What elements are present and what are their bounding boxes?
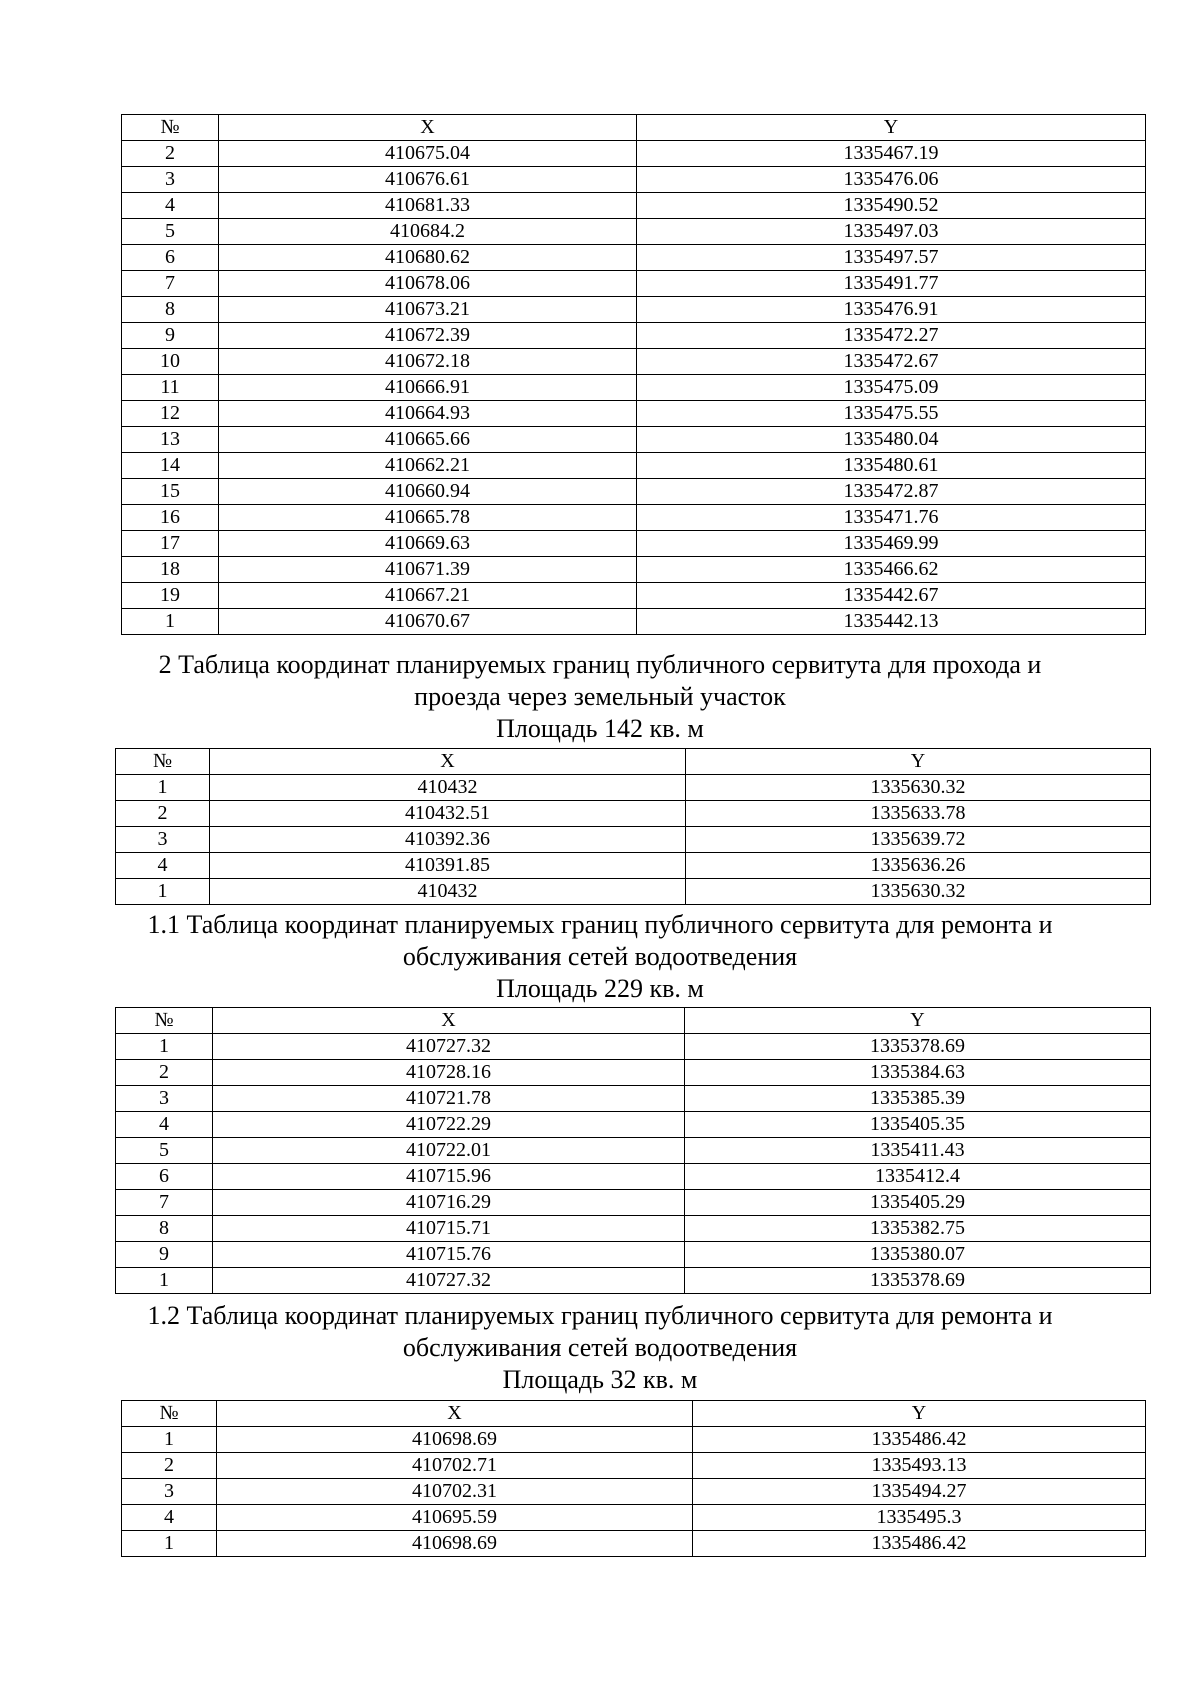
point-number-cell: 8: [116, 1216, 213, 1242]
table-row: [122, 557, 1146, 583]
y-coordinate-cell: 1335475.09: [637, 375, 1146, 401]
x-coordinate-cell: 410665.66: [219, 427, 637, 453]
table-row: [122, 141, 1146, 167]
table-row: [122, 193, 1146, 219]
x-coordinate-cell: 410680.62: [219, 245, 637, 271]
point-number-cell: 4: [122, 193, 219, 219]
y-coordinate-cell: 1335490.52: [637, 193, 1146, 219]
table-row: [122, 453, 1146, 479]
y-coordinate-cell: 1335411.43: [685, 1138, 1151, 1164]
x-coordinate-cell: 410673.21: [219, 297, 637, 323]
table-row: [122, 1427, 1146, 1453]
x-coordinate-cell: 410665.78: [219, 505, 637, 531]
y-coordinate-cell: 1335442.13: [637, 609, 1146, 635]
point-number-cell: 1: [122, 1427, 217, 1453]
table-row: [122, 1505, 1146, 1531]
point-number-cell: 9: [122, 323, 219, 349]
point-number-cell: 6: [116, 1164, 213, 1190]
table-row: [122, 505, 1146, 531]
x-coordinate-cell: 410662.21: [219, 453, 637, 479]
table-3-block: [121, 1400, 1146, 1557]
header-x: X: [213, 1008, 685, 1034]
point-number-cell: 1: [116, 879, 210, 905]
x-coordinate-cell: 410392.36: [210, 827, 686, 853]
heading-area: Площадь 32 кв. м: [502, 1365, 698, 1394]
point-number-cell: 2: [122, 1453, 217, 1479]
y-coordinate-cell: 1335405.29: [685, 1190, 1151, 1216]
heading-line-1: 1.2 Таблица координат планируемых границ публичного сервитута для ремонта и: [147, 1301, 1053, 1330]
point-number-cell: 4: [116, 853, 210, 879]
table-2-block: [115, 1007, 1151, 1294]
table-row: [122, 375, 1146, 401]
coordinates-table: [115, 748, 1151, 905]
table-1-heading: [0, 649, 1200, 745]
point-number-cell: 1: [122, 1531, 217, 1557]
header-number: №: [116, 749, 210, 775]
x-coordinate-cell: 410722.29: [213, 1112, 685, 1138]
table-row: [122, 479, 1146, 505]
y-coordinate-cell: 1335466.62: [637, 557, 1146, 583]
x-coordinate-cell: 410672.18: [219, 349, 637, 375]
point-number-cell: 2: [116, 1060, 213, 1086]
x-coordinate-cell: 410702.31: [217, 1479, 693, 1505]
heading-line-1: 1.1 Таблица координат планируемых границ публичного сервитута для ремонта и: [147, 910, 1053, 939]
y-coordinate-cell: 1335486.42: [693, 1531, 1146, 1557]
table-row: [116, 853, 1151, 879]
y-coordinate-cell: 1335476.91: [637, 297, 1146, 323]
x-coordinate-cell: 410669.63: [219, 531, 637, 557]
point-number-cell: 8: [122, 297, 219, 323]
point-number-cell: 1: [122, 609, 219, 635]
header-x: X: [217, 1401, 693, 1427]
x-coordinate-cell: 410695.59: [217, 1505, 693, 1531]
x-coordinate-cell: 410432: [210, 879, 686, 905]
table-row: [122, 427, 1146, 453]
table-row: [122, 609, 1146, 635]
point-number-cell: 7: [116, 1190, 213, 1216]
heading-area: Площадь 142 кв. м: [496, 714, 704, 743]
x-coordinate-cell: 410678.06: [219, 271, 637, 297]
point-number-cell: 1: [116, 1268, 213, 1294]
point-number-cell: 1: [116, 775, 210, 801]
heading-area: Площадь 229 кв. м: [496, 974, 704, 1003]
table-row: [116, 1138, 1151, 1164]
x-coordinate-cell: 410391.85: [210, 853, 686, 879]
y-coordinate-cell: 1335486.42: [693, 1427, 1146, 1453]
point-number-cell: 16: [122, 505, 219, 531]
point-number-cell: 3: [116, 827, 210, 853]
point-number-cell: 13: [122, 427, 219, 453]
heading-line-2: обслуживания сетей водоотведения: [402, 942, 798, 971]
coordinates-table: [121, 1400, 1146, 1557]
point-number-cell: 12: [122, 401, 219, 427]
point-number-cell: 3: [122, 167, 219, 193]
table-row: [116, 1034, 1151, 1060]
y-coordinate-cell: 1335442.67: [637, 583, 1146, 609]
x-coordinate-cell: 410666.91: [219, 375, 637, 401]
header-number: №: [122, 1401, 217, 1427]
y-coordinate-cell: 1335380.07: [685, 1242, 1151, 1268]
header-x: X: [219, 115, 637, 141]
table-row: [122, 219, 1146, 245]
x-coordinate-cell: 410727.32: [213, 1034, 685, 1060]
table-1-block: [115, 748, 1151, 905]
y-coordinate-cell: 1335480.61: [637, 453, 1146, 479]
heading-line-1: 2 Таблица координат планируемых границ публичного сервитута для прохода и: [158, 650, 1042, 679]
y-coordinate-cell: 1335493.13: [693, 1453, 1146, 1479]
y-coordinate-cell: 1335385.39: [685, 1086, 1151, 1112]
x-coordinate-cell: 410660.94: [219, 479, 637, 505]
y-coordinate-cell: 1335467.19: [637, 141, 1146, 167]
heading-line-2: проезда через земельный участок: [414, 682, 786, 711]
x-coordinate-cell: 410728.16: [213, 1060, 685, 1086]
table-row: [122, 1479, 1146, 1505]
x-coordinate-cell: 410664.93: [219, 401, 637, 427]
x-coordinate-cell: 410727.32: [213, 1268, 685, 1294]
point-number-cell: 15: [122, 479, 219, 505]
y-coordinate-cell: 1335497.03: [637, 219, 1146, 245]
x-coordinate-cell: 410432: [210, 775, 686, 801]
x-coordinate-cell: 410676.61: [219, 167, 637, 193]
x-coordinate-cell: 410671.39: [219, 557, 637, 583]
header-x: X: [210, 749, 686, 775]
point-number-cell: 3: [116, 1086, 213, 1112]
table-row: [116, 1060, 1151, 1086]
x-coordinate-cell: 410675.04: [219, 141, 637, 167]
point-number-cell: 6: [122, 245, 219, 271]
header-number: №: [122, 115, 219, 141]
point-number-cell: 2: [122, 141, 219, 167]
table-header-row: [122, 115, 1146, 141]
x-coordinate-cell: 410722.01: [213, 1138, 685, 1164]
y-coordinate-cell: 1335497.57: [637, 245, 1146, 271]
table-row: [122, 1531, 1146, 1557]
point-number-cell: 9: [116, 1242, 213, 1268]
x-coordinate-cell: 410721.78: [213, 1086, 685, 1112]
coordinates-table: [115, 1007, 1151, 1294]
point-number-cell: 19: [122, 583, 219, 609]
table-row: [116, 1190, 1151, 1216]
header-y: Y: [685, 1008, 1151, 1034]
table-row: [116, 879, 1151, 905]
x-coordinate-cell: 410702.71: [217, 1453, 693, 1479]
table-row: [116, 1268, 1151, 1294]
table-row: [122, 167, 1146, 193]
table-3-heading: [0, 1300, 1200, 1396]
header-number: №: [116, 1008, 213, 1034]
y-coordinate-cell: 1335472.67: [637, 349, 1146, 375]
x-coordinate-cell: 410670.67: [219, 609, 637, 635]
table-row: [122, 401, 1146, 427]
point-number-cell: 3: [122, 1479, 217, 1505]
table-2-heading: [0, 909, 1200, 1005]
header-y: Y: [637, 115, 1146, 141]
y-coordinate-cell: 1335494.27: [693, 1479, 1146, 1505]
x-coordinate-cell: 410672.39: [219, 323, 637, 349]
point-number-cell: 5: [116, 1138, 213, 1164]
table-row: [122, 583, 1146, 609]
y-coordinate-cell: 1335472.87: [637, 479, 1146, 505]
x-coordinate-cell: 410715.76: [213, 1242, 685, 1268]
table-row: [116, 801, 1151, 827]
x-coordinate-cell: 410698.69: [217, 1427, 693, 1453]
y-coordinate-cell: 1335633.78: [686, 801, 1151, 827]
table-row: [122, 297, 1146, 323]
table-row: [122, 271, 1146, 297]
x-coordinate-cell: 410681.33: [219, 193, 637, 219]
y-coordinate-cell: 1335630.32: [686, 879, 1151, 905]
table-row: [122, 349, 1146, 375]
x-coordinate-cell: 410684.2: [219, 219, 637, 245]
table-row: [116, 1216, 1151, 1242]
x-coordinate-cell: 410716.29: [213, 1190, 685, 1216]
point-number-cell: 1: [116, 1034, 213, 1060]
point-number-cell: 17: [122, 531, 219, 557]
point-number-cell: 2: [116, 801, 210, 827]
y-coordinate-cell: 1335630.32: [686, 775, 1151, 801]
header-y: Y: [686, 749, 1151, 775]
point-number-cell: 5: [122, 219, 219, 245]
header-y: Y: [693, 1401, 1146, 1427]
y-coordinate-cell: 1335495.3: [693, 1505, 1146, 1531]
table-row: [122, 531, 1146, 557]
y-coordinate-cell: 1335378.69: [685, 1034, 1151, 1060]
table-row: [116, 775, 1151, 801]
y-coordinate-cell: 1335471.76: [637, 505, 1146, 531]
table-header-row: [116, 1008, 1151, 1034]
table-row: [116, 1164, 1151, 1190]
point-number-cell: 11: [122, 375, 219, 401]
y-coordinate-cell: 1335412.4: [685, 1164, 1151, 1190]
table-header-row: [122, 1401, 1146, 1427]
table-row: [122, 1453, 1146, 1479]
x-coordinate-cell: 410432.51: [210, 801, 686, 827]
point-number-cell: 14: [122, 453, 219, 479]
coordinates-table: [121, 114, 1146, 635]
table-row: [122, 323, 1146, 349]
y-coordinate-cell: 1335639.72: [686, 827, 1151, 853]
y-coordinate-cell: 1335472.27: [637, 323, 1146, 349]
point-number-cell: 4: [116, 1112, 213, 1138]
table-row: [122, 245, 1146, 271]
y-coordinate-cell: 1335384.63: [685, 1060, 1151, 1086]
y-coordinate-cell: 1335469.99: [637, 531, 1146, 557]
y-coordinate-cell: 1335382.75: [685, 1216, 1151, 1242]
x-coordinate-cell: 410715.71: [213, 1216, 685, 1242]
table-row: [116, 1112, 1151, 1138]
table-header-row: [116, 749, 1151, 775]
table-row: [116, 827, 1151, 853]
x-coordinate-cell: 410715.96: [213, 1164, 685, 1190]
point-number-cell: 18: [122, 557, 219, 583]
x-coordinate-cell: 410698.69: [217, 1531, 693, 1557]
y-coordinate-cell: 1335491.77: [637, 271, 1146, 297]
x-coordinate-cell: 410667.21: [219, 583, 637, 609]
y-coordinate-cell: 1335480.04: [637, 427, 1146, 453]
point-number-cell: 10: [122, 349, 219, 375]
y-coordinate-cell: 1335405.35: [685, 1112, 1151, 1138]
y-coordinate-cell: 1335636.26: [686, 853, 1151, 879]
point-number-cell: 4: [122, 1505, 217, 1531]
y-coordinate-cell: 1335475.55: [637, 401, 1146, 427]
point-number-cell: 7: [122, 271, 219, 297]
heading-line-2: обслуживания сетей водоотведения: [402, 1333, 798, 1362]
y-coordinate-cell: 1335378.69: [685, 1268, 1151, 1294]
table-0-block: [121, 114, 1146, 635]
table-row: [116, 1086, 1151, 1112]
y-coordinate-cell: 1335476.06: [637, 167, 1146, 193]
table-row: [116, 1242, 1151, 1268]
